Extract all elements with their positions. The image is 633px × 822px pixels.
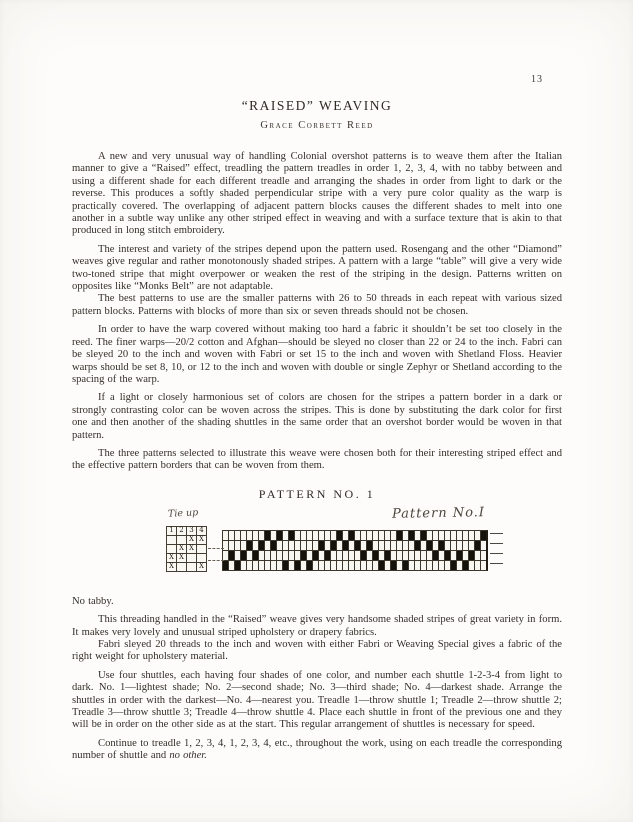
tieup-cell <box>197 545 206 553</box>
closing-emphasis: no other. <box>169 750 207 762</box>
paragraph: The three patterns selected to illustrate this weave were chosen both for their interesting striped effect and the effective pattern borders that can be woven from them. <box>72 447 562 472</box>
threading-cell <box>373 541 378 550</box>
tieup-cell <box>177 563 186 571</box>
threading-cell <box>241 541 246 550</box>
threading-cell <box>391 531 396 540</box>
threading-cell <box>241 561 246 570</box>
draft-end-tick <box>490 533 503 534</box>
threading-cell <box>409 561 414 570</box>
threading-cell <box>307 541 312 550</box>
threading-cell <box>301 531 306 540</box>
threading-cell <box>361 551 366 560</box>
threading-cell <box>433 541 438 550</box>
tieup-cell: X <box>177 545 186 553</box>
threading-cell <box>469 551 474 560</box>
threading-cell <box>265 561 270 570</box>
draft-connector-dash <box>208 548 224 549</box>
threading-cell <box>301 541 306 550</box>
threading-cell <box>451 551 456 560</box>
paragraph: The interest and variety of the stripes depend upon the pattern used. Rosengang and the other “Diamond” weaves give regular and rather monotonously shaded stripes. A pattern with a large “table” will give a very wide two-toned stripe that might overpower or weaken the rest of the striping in the design. Patterns written on opposites like “Monks Belt” are not adaptable. <box>72 243 562 293</box>
threading-cell <box>331 531 336 540</box>
threading-cell <box>253 561 258 570</box>
threading-cell <box>241 531 246 540</box>
threading-cell <box>415 561 420 570</box>
threading-cell <box>409 531 414 540</box>
threading-cell <box>457 541 462 550</box>
threading-cell <box>379 561 384 570</box>
threading-cell <box>349 551 354 560</box>
threading-cell <box>289 541 294 550</box>
tieup-cell: X <box>177 554 186 562</box>
threading-cell <box>235 531 240 540</box>
threading-cell <box>409 551 414 560</box>
tieup-cell: X <box>187 545 196 553</box>
threading-cell <box>325 561 330 570</box>
threading-cell <box>403 561 408 570</box>
threading-cell <box>385 551 390 560</box>
threading-cell <box>301 551 306 560</box>
threading-cell <box>301 561 306 570</box>
threading-cell <box>445 551 450 560</box>
tieup-treadle-number: 3 <box>187 527 196 535</box>
threading-cell <box>337 531 342 540</box>
tieup-cell: X <box>187 536 196 544</box>
threading-cell <box>319 531 324 540</box>
page-content <box>72 98 562 769</box>
tieup-cell <box>197 554 206 562</box>
threading-cell <box>271 551 276 560</box>
threading-cell <box>235 541 240 550</box>
tieup-treadle-number: 2 <box>177 527 186 535</box>
tieup-treadle-number: 1 <box>167 527 176 535</box>
threading-cell <box>223 531 228 540</box>
threading-cell <box>475 561 480 570</box>
handwritten-tieup-label: Tie up <box>167 506 199 520</box>
threading-cell <box>421 551 426 560</box>
threading-cell <box>283 561 288 570</box>
threading-cell <box>259 541 264 550</box>
tieup-cell: X <box>197 563 206 571</box>
threading-cell <box>277 561 282 570</box>
threading-cell <box>481 541 486 550</box>
threading-cell <box>469 531 474 540</box>
paragraph: Use four shuttles, each having four shades of one color, and number each shuttle 1-2-3-4 from light to dark. No. 1—lightest shade; No. 2—second shade; No. 3—third shade; No. 4—darkest shade. Arrange the shuttles in order with the darkest—No. 4—nearest you. Treadle 1—throw shuttle 1; Treadle 2—throw shuttle 2; Treadle 3—throw shuttle 3; Treadle 4—throw shuttle 4. Place each shuttle in front of the previous one and they will be in order on the other side as at the start. This regular arrangement of shuttles is necessary for speed. <box>72 669 562 731</box>
draft-end-tick <box>490 553 503 554</box>
threading-cell <box>337 561 342 570</box>
closing-paragraph <box>72 738 562 763</box>
threading-cell <box>349 531 354 540</box>
threading-cell <box>361 531 366 540</box>
threading-cell <box>229 551 234 560</box>
threading-cell <box>361 561 366 570</box>
paragraph: This threading handled in the “Raised” weave gives very handsome shaded stripes of great variety in form. It makes very lovely and unusual striped upholstery or drapery fabrics. <box>72 614 562 638</box>
threading-cell <box>265 551 270 560</box>
threading-cell <box>247 561 252 570</box>
threading-cell <box>373 551 378 560</box>
threading-cell <box>385 561 390 570</box>
threading-cell <box>307 551 312 560</box>
threading-cell <box>421 541 426 550</box>
threading-cell <box>397 551 402 560</box>
threading-cell <box>403 531 408 540</box>
threading-cell <box>343 531 348 540</box>
threading-cell <box>481 551 486 560</box>
threading-cell <box>259 531 264 540</box>
threading-cell <box>241 551 246 560</box>
closing-text: Continue to treadle 1, 2, 3, 4, 1, 2, 3, 4, etc., throughout the work, using on each treadle the corresponding number of shuttle and <box>72 737 562 762</box>
threading-cell <box>385 531 390 540</box>
threading-cell <box>451 541 456 550</box>
tieup-cell <box>187 554 196 562</box>
threading-cell <box>343 551 348 560</box>
threading-cell <box>403 541 408 550</box>
threading-cell <box>427 531 432 540</box>
paragraph: In order to have the warp covered without making too hard a fabric it shouldn’t be set too closely in the reed. The finer warps—20/2 cotton and Afghan—should be sleyed no closer than 22 or 24 to the inch. Fabri can be sleyed 20 to the inch and woven with Fabri or set 15 to the inch and woven with Shetland Floss. Heavier warps should be set 8, 10, or 12 to the inch and woven with double or single Zephyr or Shetland according to the spacing of the warp. <box>72 324 562 385</box>
threading-cell <box>355 541 360 550</box>
threading-cell <box>481 531 486 540</box>
threading-cell <box>313 541 318 550</box>
article-title: “RAISED” WEAVING <box>241 98 393 113</box>
threading-cell <box>367 561 372 570</box>
threading-cell <box>373 531 378 540</box>
threading-cell <box>463 561 468 570</box>
threading-cell <box>457 551 462 560</box>
threading-cell <box>265 541 270 550</box>
threading-cell <box>265 531 270 540</box>
threading-cell <box>253 541 258 550</box>
threading-cell <box>223 561 228 570</box>
threading-cell <box>313 531 318 540</box>
threading-cell <box>463 551 468 560</box>
threading-cell <box>475 531 480 540</box>
threading-cell <box>445 561 450 570</box>
threading-cell <box>457 561 462 570</box>
threading-cell <box>421 561 426 570</box>
threading-cell <box>337 541 342 550</box>
article-byline: Grace Corbett Reed <box>260 120 374 131</box>
no-tabby-note: No tabby. <box>72 595 114 607</box>
threading-cell <box>379 541 384 550</box>
threading-cell <box>331 561 336 570</box>
threading-cell <box>259 551 264 560</box>
threading-cell <box>427 561 432 570</box>
threading-cell <box>247 531 252 540</box>
threading-cell <box>247 541 252 550</box>
weaving-draft-figure <box>72 504 562 586</box>
pattern-heading: PATTERN NO. 1 <box>258 486 376 501</box>
paragraph: The best patterns to use are the smaller patterns with 26 to 50 threads in each repeat with various sized pattern blocks. Patterns with blocks of more than six or seven threads should not be chosen. <box>72 293 562 317</box>
tieup-cell: X <box>167 554 176 562</box>
threading-cell <box>325 551 330 560</box>
threading-cell <box>433 561 438 570</box>
paragraph: A new and very unusual way of handling Colonial overshot patterns is to weave them after the Italian manner to give a “Raised” effect, treadling the pattern treadles in order 1, 2, 3, 4, with no tabby between and using a different shade for each different treadle and arranging the shades in order from light to dark or the reverse. This produces a softly shaded perpendicular stripe with a very pure color quality as the warp is practically covered. The overlapping of adjacent pattern blocks causes the different shades to melt into one another in a subtle way unlike any other striped effect in weaving and with a surface texture that is akin to that produced in long stitch embroidery. <box>72 151 562 237</box>
threading-cell <box>337 551 342 560</box>
threading-cell <box>391 561 396 570</box>
threading-cell <box>271 561 276 570</box>
draft-connector-dash <box>208 560 224 561</box>
threading-cell <box>397 561 402 570</box>
threading-cell <box>319 541 324 550</box>
threading-cell <box>367 541 372 550</box>
tieup-cell <box>167 536 176 544</box>
threading-cell <box>439 551 444 560</box>
threading-cell <box>331 541 336 550</box>
threading-cell <box>469 541 474 550</box>
threading-cell <box>295 531 300 540</box>
threading-cell <box>409 541 414 550</box>
threading-cell <box>289 531 294 540</box>
threading-cell <box>355 551 360 560</box>
tieup-cell: X <box>167 563 176 571</box>
threading-cell <box>325 531 330 540</box>
threading-cell <box>355 531 360 540</box>
threading-cell <box>349 541 354 550</box>
threading-cell <box>247 551 252 560</box>
threading-cell <box>277 551 282 560</box>
threading-cell <box>433 551 438 560</box>
threading-cell <box>289 561 294 570</box>
threading-cell <box>385 541 390 550</box>
threading-cell <box>427 541 432 550</box>
threading-cell <box>355 561 360 570</box>
threading-cell <box>319 551 324 560</box>
tieup-cell <box>177 536 186 544</box>
threading-cell <box>283 541 288 550</box>
threading-cell <box>439 561 444 570</box>
threading-cell <box>475 551 480 560</box>
threading-cell <box>295 561 300 570</box>
paragraph: Fabri sleyed 20 threads to the inch and woven with either Fabri or Weaving Special gives a fabric of the right weight for upholstery material. <box>72 638 562 663</box>
threading-cell <box>235 561 240 570</box>
threading-cell <box>259 561 264 570</box>
threading-cell <box>427 551 432 560</box>
tieup-cell <box>187 563 196 571</box>
threading-cell <box>343 561 348 570</box>
threading-cell <box>331 551 336 560</box>
threading-cell <box>403 551 408 560</box>
threading-cell <box>313 551 318 560</box>
threading-cell <box>313 561 318 570</box>
threading-cell <box>397 541 402 550</box>
threading-cell <box>439 531 444 540</box>
threading-cell <box>415 541 420 550</box>
threading-cell <box>445 541 450 550</box>
tieup-grid <box>166 526 207 572</box>
threading-cell <box>283 551 288 560</box>
threading-cell <box>439 541 444 550</box>
threading-cell <box>397 531 402 540</box>
threading-cell <box>391 541 396 550</box>
threading-cell <box>253 531 258 540</box>
threading-cell <box>463 531 468 540</box>
threading-cell <box>391 551 396 560</box>
threading-cell <box>481 561 486 570</box>
threading-cell <box>229 541 234 550</box>
threading-cell <box>325 541 330 550</box>
threading-cell <box>307 531 312 540</box>
threading-cell <box>319 561 324 570</box>
threading-cell <box>457 531 462 540</box>
threading-cell <box>253 551 258 560</box>
threading-cell <box>445 531 450 540</box>
threading-cell <box>379 551 384 560</box>
threading-cell <box>277 541 282 550</box>
threading-cell <box>415 531 420 540</box>
threading-cell <box>229 561 234 570</box>
threading-cell <box>421 531 426 540</box>
threading-draft-grid <box>222 530 488 571</box>
threading-cell <box>277 531 282 540</box>
tieup-cell: X <box>197 536 206 544</box>
threading-cell <box>349 561 354 570</box>
threading-cell <box>415 551 420 560</box>
tieup-treadle-number: 4 <box>197 527 206 535</box>
threading-cell <box>289 551 294 560</box>
threading-cell <box>475 541 480 550</box>
paragraph: If a light or closely harmonious set of colors are chosen for the stripes a pattern border in a dark or strongly contrasting color can be woven across the stripes. This is done by substituting the dark color for first one and then another of the shading shuttles in the same order that an overshot border would be woven in that pattern. <box>72 392 562 441</box>
threading-cell <box>271 531 276 540</box>
threading-cell <box>283 531 288 540</box>
threading-cell <box>223 551 228 560</box>
threading-cell <box>343 541 348 550</box>
threading-cell <box>307 561 312 570</box>
threading-cell <box>271 541 276 550</box>
threading-cell <box>367 531 372 540</box>
threading-cell <box>235 551 240 560</box>
threading-cell <box>433 531 438 540</box>
threading-cell <box>361 541 366 550</box>
tieup-cell <box>167 545 176 553</box>
threading-cell <box>367 551 372 560</box>
threading-cell <box>379 531 384 540</box>
threading-cell <box>463 541 468 550</box>
threading-cell <box>451 531 456 540</box>
page-number: 13 <box>531 74 543 85</box>
draft-end-tick <box>490 563 503 564</box>
threading-cell <box>295 551 300 560</box>
draft-end-tick <box>490 543 503 544</box>
threading-cell <box>451 561 456 570</box>
threading-cell <box>469 561 474 570</box>
threading-cell <box>373 561 378 570</box>
threading-cell <box>229 531 234 540</box>
handwritten-pattern-label: Pattern No.I <box>391 504 486 522</box>
threading-cell <box>295 541 300 550</box>
